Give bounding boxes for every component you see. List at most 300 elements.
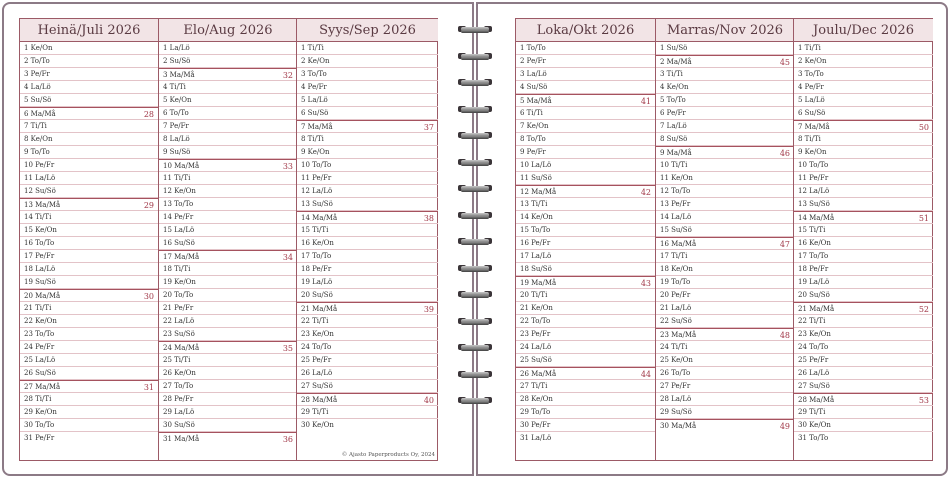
day-row[interactable] (656, 393, 794, 406)
day-label: 20 Su/Sö (301, 291, 333, 299)
day-row[interactable] (20, 250, 158, 263)
day-row[interactable] (656, 380, 794, 393)
binding-ring (456, 263, 494, 273)
day-row[interactable] (297, 354, 438, 367)
day-row[interactable] (159, 185, 297, 198)
day-row[interactable] (516, 419, 655, 432)
day-row[interactable] (656, 341, 794, 354)
day-row[interactable] (159, 328, 297, 341)
day-row[interactable] (794, 263, 933, 276)
day-row[interactable] (20, 380, 158, 393)
day-row[interactable] (794, 341, 933, 354)
day-row[interactable] (297, 315, 438, 328)
day-row[interactable] (159, 224, 297, 237)
day-row[interactable] (794, 55, 933, 68)
day-row[interactable] (20, 146, 158, 159)
day-row[interactable] (516, 211, 655, 224)
day-row[interactable] (794, 328, 933, 341)
day-row[interactable] (20, 185, 158, 198)
day-row[interactable] (516, 263, 655, 276)
day-row[interactable] (159, 133, 297, 146)
day-row[interactable] (297, 263, 438, 276)
day-row[interactable] (297, 302, 438, 315)
day-row[interactable] (159, 432, 297, 445)
day-label: 12 Ma/Må (520, 188, 557, 196)
day-row[interactable] (297, 237, 438, 250)
day-label: 3 Ti/Ti (660, 70, 683, 78)
day-label: 11 Su/Sö (520, 174, 552, 182)
day-row[interactable] (20, 55, 158, 68)
day-row[interactable] (794, 42, 933, 55)
day-row[interactable] (20, 172, 158, 185)
day-row[interactable] (297, 81, 438, 94)
day-label: 2 Su/Sö (163, 57, 191, 65)
day-label: 24 Pe/Fr (24, 343, 55, 351)
day-row[interactable] (516, 237, 655, 250)
day-row[interactable] (159, 289, 297, 302)
day-row[interactable] (794, 120, 933, 133)
day-row[interactable] (159, 380, 297, 393)
day-row[interactable] (516, 380, 655, 393)
day-row[interactable] (297, 380, 438, 393)
day-label: 5 Ma/Må (520, 97, 552, 105)
day-row[interactable] (656, 237, 794, 250)
day-row[interactable] (794, 159, 933, 172)
day-row[interactable] (516, 159, 655, 172)
day-row[interactable] (20, 315, 158, 328)
day-label: 31 To/To (798, 434, 829, 442)
day-row[interactable] (20, 328, 158, 341)
day-row[interactable] (516, 250, 655, 263)
day-row[interactable] (516, 198, 655, 211)
day-row[interactable] (159, 419, 297, 432)
day-label: 12 Su/Sö (24, 187, 56, 195)
day-label: 8 To/To (520, 135, 546, 143)
day-label: 21 La/Lö (660, 304, 692, 312)
day-label: 27 Ma/Må (24, 383, 61, 391)
day-row[interactable] (20, 432, 158, 445)
day-row[interactable] (297, 159, 438, 172)
day-row[interactable] (516, 406, 655, 419)
week-number: 44 (640, 370, 651, 379)
day-row[interactable] (297, 68, 438, 81)
day-row[interactable] (297, 341, 438, 354)
binding-ring (456, 51, 494, 61)
day-row[interactable] (656, 419, 794, 432)
binding-ring (456, 369, 494, 379)
day-row[interactable] (297, 250, 438, 263)
day-row[interactable] (297, 120, 438, 133)
day-label: 23 Ke/On (798, 330, 831, 338)
day-row[interactable] (794, 380, 933, 393)
day-label: 3 Pe/Fr (24, 70, 50, 78)
day-row[interactable] (20, 198, 158, 211)
day-label: 6 Ma/Må (24, 110, 56, 118)
day-row[interactable] (297, 393, 438, 406)
day-row[interactable] (159, 250, 297, 263)
day-label: 23 Su/Sö (163, 330, 195, 338)
day-row[interactable] (516, 172, 655, 185)
day-row[interactable] (297, 419, 438, 432)
day-label: 15 Ke/On (24, 226, 57, 234)
month-column (655, 19, 794, 460)
binding-ring (456, 130, 494, 140)
day-label: 15 Su/Sö (660, 226, 692, 234)
day-row[interactable] (656, 107, 794, 120)
day-row[interactable] (656, 146, 794, 159)
day-label: 20 Ma/Må (24, 292, 61, 300)
day-label: 22 Ti/Ti (301, 317, 329, 325)
day-label: 24 La/Lö (520, 343, 552, 351)
day-row[interactable] (794, 367, 933, 380)
binding-ring (456, 289, 494, 299)
day-label: 30 Su/Sö (163, 421, 195, 429)
day-label: 19 La/Lö (798, 278, 830, 286)
day-row[interactable] (159, 237, 297, 250)
day-label: 18 La/Lö (24, 265, 56, 273)
day-row[interactable] (794, 406, 933, 419)
day-row[interactable] (20, 107, 158, 120)
day-row[interactable] (297, 172, 438, 185)
day-row[interactable] (516, 185, 655, 198)
day-row[interactable] (297, 276, 438, 289)
day-list (297, 42, 438, 432)
day-label: 13 Ma/Må (24, 201, 61, 209)
day-row[interactable] (516, 81, 655, 94)
day-row[interactable] (656, 185, 794, 198)
day-row[interactable] (20, 133, 158, 146)
day-row[interactable] (20, 237, 158, 250)
day-row[interactable] (159, 263, 297, 276)
day-label: 25 Pe/Fr (798, 356, 829, 364)
day-row[interactable] (516, 341, 655, 354)
day-row[interactable] (794, 94, 933, 107)
day-row[interactable] (794, 302, 933, 315)
day-label: 26 Ke/On (163, 369, 196, 377)
day-label: 22 Su/Sö (660, 317, 692, 325)
day-row[interactable] (297, 211, 438, 224)
day-row[interactable] (656, 211, 794, 224)
day-row[interactable] (20, 276, 158, 289)
day-label: 1 To/To (520, 44, 546, 52)
day-row[interactable] (794, 354, 933, 367)
day-row[interactable] (159, 107, 297, 120)
day-label: 26 Su/Sö (24, 369, 56, 377)
day-row[interactable] (159, 211, 297, 224)
day-row[interactable] (516, 133, 655, 146)
day-row[interactable] (794, 211, 933, 224)
day-row[interactable] (656, 406, 794, 419)
day-label: 4 Su/Sö (520, 83, 548, 91)
day-row[interactable] (516, 302, 655, 315)
day-row[interactable] (656, 224, 794, 237)
day-label: 14 Pe/Fr (163, 213, 194, 221)
day-row[interactable] (516, 328, 655, 341)
day-row[interactable] (159, 55, 297, 68)
binding-ring (456, 183, 494, 193)
day-label: 9 Su/Sö (163, 148, 191, 156)
day-row[interactable] (20, 419, 158, 432)
day-row[interactable] (297, 224, 438, 237)
right-page (515, 18, 933, 461)
day-label: 31 Pe/Fr (24, 434, 55, 442)
day-label: 17 Pe/Fr (24, 252, 55, 260)
day-row[interactable] (516, 107, 655, 120)
day-row[interactable] (20, 341, 158, 354)
day-label: 9 To/To (24, 148, 50, 156)
day-row[interactable] (159, 68, 297, 81)
day-row[interactable] (297, 146, 438, 159)
day-label: 13 Su/Sö (301, 200, 333, 208)
day-row[interactable] (656, 94, 794, 107)
day-row[interactable] (159, 354, 297, 367)
day-label: 23 Ke/On (301, 330, 334, 338)
day-row[interactable] (297, 94, 438, 107)
month-column (516, 19, 655, 460)
day-row[interactable] (159, 302, 297, 315)
day-row[interactable] (794, 315, 933, 328)
day-label: 11 Ke/On (660, 174, 693, 182)
day-label: 24 Ma/Må (163, 344, 200, 352)
day-row[interactable] (516, 68, 655, 81)
week-number: 51 (918, 214, 929, 223)
day-label: 21 Ma/Må (798, 305, 835, 313)
day-label: 15 To/To (520, 226, 551, 234)
day-row[interactable] (656, 354, 794, 367)
day-label: 14 Ma/Må (301, 214, 338, 222)
day-row[interactable] (516, 55, 655, 68)
day-row[interactable] (516, 94, 655, 107)
day-row[interactable] (20, 263, 158, 276)
day-row[interactable] (516, 42, 655, 55)
day-label: 21 Pe/Fr (163, 304, 194, 312)
month-column (158, 19, 297, 460)
day-row[interactable] (20, 354, 158, 367)
day-row[interactable] (794, 107, 933, 120)
day-row[interactable] (656, 328, 794, 341)
day-row[interactable] (516, 120, 655, 133)
day-label: 10 To/To (798, 161, 829, 169)
day-row[interactable] (20, 367, 158, 380)
day-row[interactable] (656, 315, 794, 328)
day-row[interactable] (656, 159, 794, 172)
day-label: 19 Su/Sö (24, 278, 56, 286)
day-label: 27 To/To (163, 382, 194, 390)
day-label: 12 La/Lö (798, 187, 830, 195)
day-row[interactable] (516, 367, 655, 380)
day-label: 25 La/Lö (24, 356, 56, 364)
day-row[interactable] (516, 354, 655, 367)
week-number: 38 (423, 214, 434, 223)
day-row[interactable] (297, 406, 438, 419)
day-label: 3 Ma/Må (163, 71, 195, 79)
day-label: 21 Ke/On (520, 304, 553, 312)
day-label: 11 Pe/Fr (301, 174, 332, 182)
day-row[interactable] (656, 172, 794, 185)
day-row[interactable] (656, 302, 794, 315)
day-row[interactable] (516, 224, 655, 237)
day-label: 15 La/Lö (163, 226, 195, 234)
day-row[interactable] (516, 289, 655, 302)
day-row[interactable] (794, 185, 933, 198)
day-list (159, 42, 297, 445)
day-row[interactable] (20, 289, 158, 302)
day-row[interactable] (516, 393, 655, 406)
day-row[interactable] (20, 42, 158, 55)
day-label: 22 Ti/Ti (798, 317, 826, 325)
month-title: Syys/Sep 2026 (297, 19, 438, 42)
day-row[interactable] (20, 120, 158, 133)
day-label: 10 Pe/Fr (24, 161, 55, 169)
day-label: 5 La/Lö (301, 96, 328, 104)
month-column (20, 19, 158, 460)
day-row[interactable] (656, 42, 794, 55)
day-label: 9 Pe/Fr (520, 148, 546, 156)
month-title: Joulu/Dec 2026 (794, 19, 933, 42)
day-list (516, 42, 655, 445)
day-row[interactable] (516, 432, 655, 445)
day-row[interactable] (159, 81, 297, 94)
week-number: 35 (282, 344, 293, 353)
day-row[interactable] (159, 406, 297, 419)
day-label: 17 To/To (798, 252, 829, 260)
day-row[interactable] (297, 367, 438, 380)
day-row[interactable] (20, 302, 158, 315)
week-number: 32 (282, 71, 293, 80)
day-row[interactable] (159, 198, 297, 211)
day-row[interactable] (159, 393, 297, 406)
month-title: Heinä/Juli 2026 (20, 19, 158, 42)
day-row[interactable] (516, 315, 655, 328)
day-label: 4 Ke/On (660, 83, 689, 91)
day-row[interactable] (656, 276, 794, 289)
week-number: 29 (143, 201, 154, 210)
day-row[interactable] (20, 224, 158, 237)
day-label: 25 Ti/Ti (163, 356, 191, 364)
day-row[interactable] (656, 120, 794, 133)
week-number: 36 (282, 435, 293, 444)
week-number: 48 (779, 331, 790, 340)
day-row[interactable] (794, 237, 933, 250)
day-label: 1 Su/Sö (660, 44, 688, 52)
day-row[interactable] (159, 276, 297, 289)
day-label: 3 To/To (301, 70, 327, 78)
day-row[interactable] (297, 107, 438, 120)
day-label: 19 Ma/Må (520, 279, 557, 287)
day-row[interactable] (297, 42, 438, 55)
day-row[interactable] (656, 367, 794, 380)
day-row[interactable] (794, 133, 933, 146)
day-row[interactable] (656, 263, 794, 276)
day-row[interactable] (297, 198, 438, 211)
day-row[interactable] (20, 211, 158, 224)
day-label: 28 Pe/Fr (163, 395, 194, 403)
day-row[interactable] (656, 289, 794, 302)
day-label: 18 Ti/Ti (163, 265, 191, 273)
day-label: 2 Pe/Fr (520, 57, 546, 65)
month-title: Marras/Nov 2026 (656, 19, 794, 42)
day-label: 25 Su/Sö (520, 356, 552, 364)
day-row[interactable] (20, 94, 158, 107)
day-row[interactable] (297, 185, 438, 198)
day-label: 1 La/Lö (163, 44, 190, 52)
day-label: 23 Pe/Fr (520, 330, 551, 338)
day-row[interactable] (159, 315, 297, 328)
day-label: 30 Ke/On (798, 421, 831, 429)
day-label: 2 To/To (24, 57, 50, 65)
day-row[interactable] (794, 81, 933, 94)
day-row[interactable] (297, 133, 438, 146)
day-label: 2 Ke/On (301, 57, 330, 65)
day-row[interactable] (794, 432, 933, 445)
day-row[interactable] (297, 55, 438, 68)
week-number: 34 (282, 253, 293, 262)
day-row[interactable] (159, 172, 297, 185)
day-row[interactable] (159, 42, 297, 55)
day-row[interactable] (656, 81, 794, 94)
day-row[interactable] (794, 276, 933, 289)
day-label: 16 Ke/On (301, 239, 334, 247)
day-row[interactable] (159, 120, 297, 133)
day-row[interactable] (656, 250, 794, 263)
day-row[interactable] (794, 393, 933, 406)
day-row[interactable] (159, 341, 297, 354)
day-row[interactable] (794, 146, 933, 159)
day-row[interactable] (656, 133, 794, 146)
day-label: 19 La/Lö (301, 278, 333, 286)
day-label: 20 To/To (163, 291, 194, 299)
day-row[interactable] (20, 159, 158, 172)
day-row[interactable] (159, 367, 297, 380)
day-label: 30 Pe/Fr (520, 421, 551, 429)
day-label: 22 To/To (520, 317, 551, 325)
day-row[interactable] (656, 68, 794, 81)
day-row[interactable] (20, 81, 158, 94)
day-label: 8 Su/Sö (660, 135, 688, 143)
binding-ring (456, 316, 494, 326)
day-label: 6 To/To (163, 109, 189, 117)
day-row[interactable] (297, 328, 438, 341)
day-label: 16 Pe/Fr (520, 239, 551, 247)
day-row[interactable] (794, 224, 933, 237)
day-label: 28 Ma/Må (798, 396, 835, 404)
day-row[interactable] (159, 159, 297, 172)
day-row[interactable] (794, 419, 933, 432)
week-number: 50 (918, 123, 929, 132)
day-row[interactable] (794, 198, 933, 211)
day-row[interactable] (794, 289, 933, 302)
day-row[interactable] (20, 393, 158, 406)
day-row[interactable] (516, 146, 655, 159)
day-row[interactable] (159, 94, 297, 107)
day-row[interactable] (794, 68, 933, 81)
day-label: 18 Pe/Fr (798, 265, 829, 273)
day-row[interactable] (656, 198, 794, 211)
day-row[interactable] (297, 289, 438, 302)
day-row[interactable] (794, 172, 933, 185)
day-row[interactable] (656, 55, 794, 68)
day-row[interactable] (20, 68, 158, 81)
month-column (793, 19, 933, 460)
day-label: 16 Ke/On (798, 239, 831, 247)
day-label: 8 Ti/Ti (301, 135, 324, 143)
day-row[interactable] (159, 146, 297, 159)
day-label: 10 Ti/Ti (660, 161, 688, 169)
day-row[interactable] (516, 276, 655, 289)
day-row[interactable] (794, 250, 933, 263)
week-number: 30 (143, 292, 154, 301)
day-row[interactable] (20, 406, 158, 419)
